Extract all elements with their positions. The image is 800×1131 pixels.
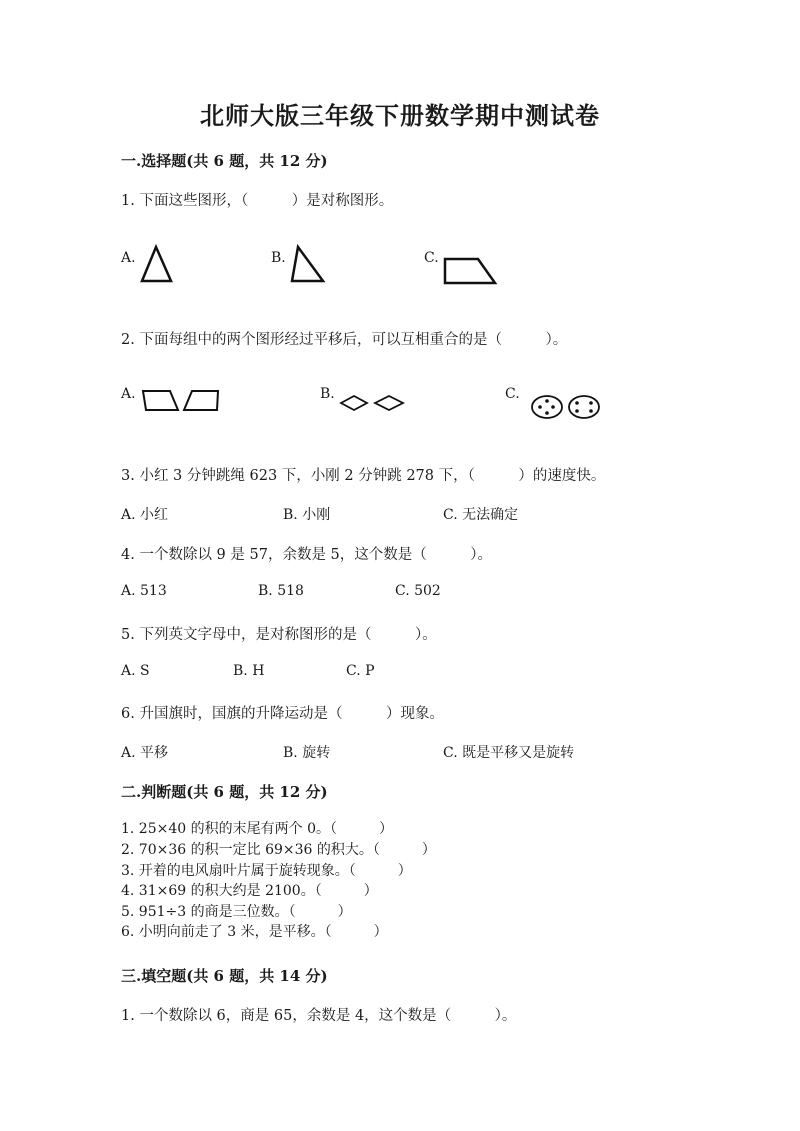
- tf-item-3: 3. 开着的电风扇叶片属于旋转现象。（ ）: [121, 863, 412, 879]
- parallelogram-pair-shape: [140, 388, 224, 414]
- q1-option-c-label: C.: [424, 250, 439, 266]
- question-1-3: 3. 小红 3 分钟跳绳 623 下，小刚 2 分钟跳 278 下，（ ）的速度快。: [121, 468, 606, 484]
- q5-option-a: A. S: [121, 663, 150, 679]
- question-1-1: 1. 下面这些图形，（ ）是对称图形。: [121, 193, 394, 209]
- q6-option-b: B. 旋转: [283, 745, 331, 761]
- q4-option-b: B. 518: [258, 583, 304, 599]
- q3-option-c: C. 无法确定: [443, 507, 519, 523]
- question-1-4: 4. 一个数除以 9 是 57，余数是 5，这个数是（ ）。: [121, 547, 493, 563]
- section-heading-fill-blank: 三.填空题(共 6 题，共 14 分): [121, 967, 328, 985]
- isosceles-triangle-shape: [140, 245, 174, 283]
- q2-option-c-label: C.: [505, 386, 520, 402]
- q5-option-c: C. P: [346, 663, 375, 679]
- section-heading-true-false: 二.判断题(共 6 题，共 12 分): [121, 783, 328, 801]
- question-3-1: 1. 一个数除以 6，商是 65，余数是 4，这个数是（ ）。: [121, 1008, 517, 1024]
- question-1-5: 5. 下列英文字母中，是对称图形的是（ ）。: [121, 627, 437, 643]
- scalene-triangle-shape: [290, 245, 326, 283]
- q1-option-a-label: A.: [121, 250, 136, 266]
- tf-item-4: 4. 31×69 的积大约是 2100。（ ）: [121, 883, 378, 899]
- q4-option-a: A. 513: [121, 583, 167, 599]
- q1-option-b-label: B.: [271, 250, 286, 266]
- tf-item-5: 5. 951÷3 的商是三位数。（ ）: [121, 904, 352, 920]
- page-title: 北师大版三年级下册数学期中测试卷: [200, 101, 600, 130]
- question-1-6: 6. 升国旗时，国旗的升降运动是（ ）现象。: [121, 706, 444, 722]
- tf-item-1: 1. 25×40 的积的末尾有两个 0。（ ）: [121, 821, 393, 837]
- q3-option-a: A. 小红: [121, 507, 169, 523]
- tf-item-6: 6. 小明向前走了 3 米，是平移。（ ）: [121, 924, 388, 940]
- trapezoid-shape: [440, 256, 498, 286]
- q2-option-a-label: A.: [121, 386, 136, 402]
- q2-option-b-label: B.: [320, 386, 335, 402]
- diamond-pair-shape: [339, 394, 409, 414]
- q5-option-b: B. H: [233, 663, 265, 679]
- dotted-circle-pair-shape: [530, 394, 604, 422]
- q6-option-c: C. 既是平移又是旋转: [443, 745, 575, 761]
- q4-option-c: C. 502: [395, 583, 441, 599]
- tf-item-2: 2. 70×36 的积一定比 69×36 的积大。（ ）: [121, 842, 436, 858]
- q3-option-b: B. 小刚: [283, 507, 331, 523]
- section-heading-choice: 一.选择题(共 6 题，共 12 分): [121, 152, 328, 170]
- question-1-2: 2. 下面每组中的两个图形经过平移后，可以互相重合的是（ ）。: [121, 332, 568, 348]
- q6-option-a: A. 平移: [121, 745, 169, 761]
